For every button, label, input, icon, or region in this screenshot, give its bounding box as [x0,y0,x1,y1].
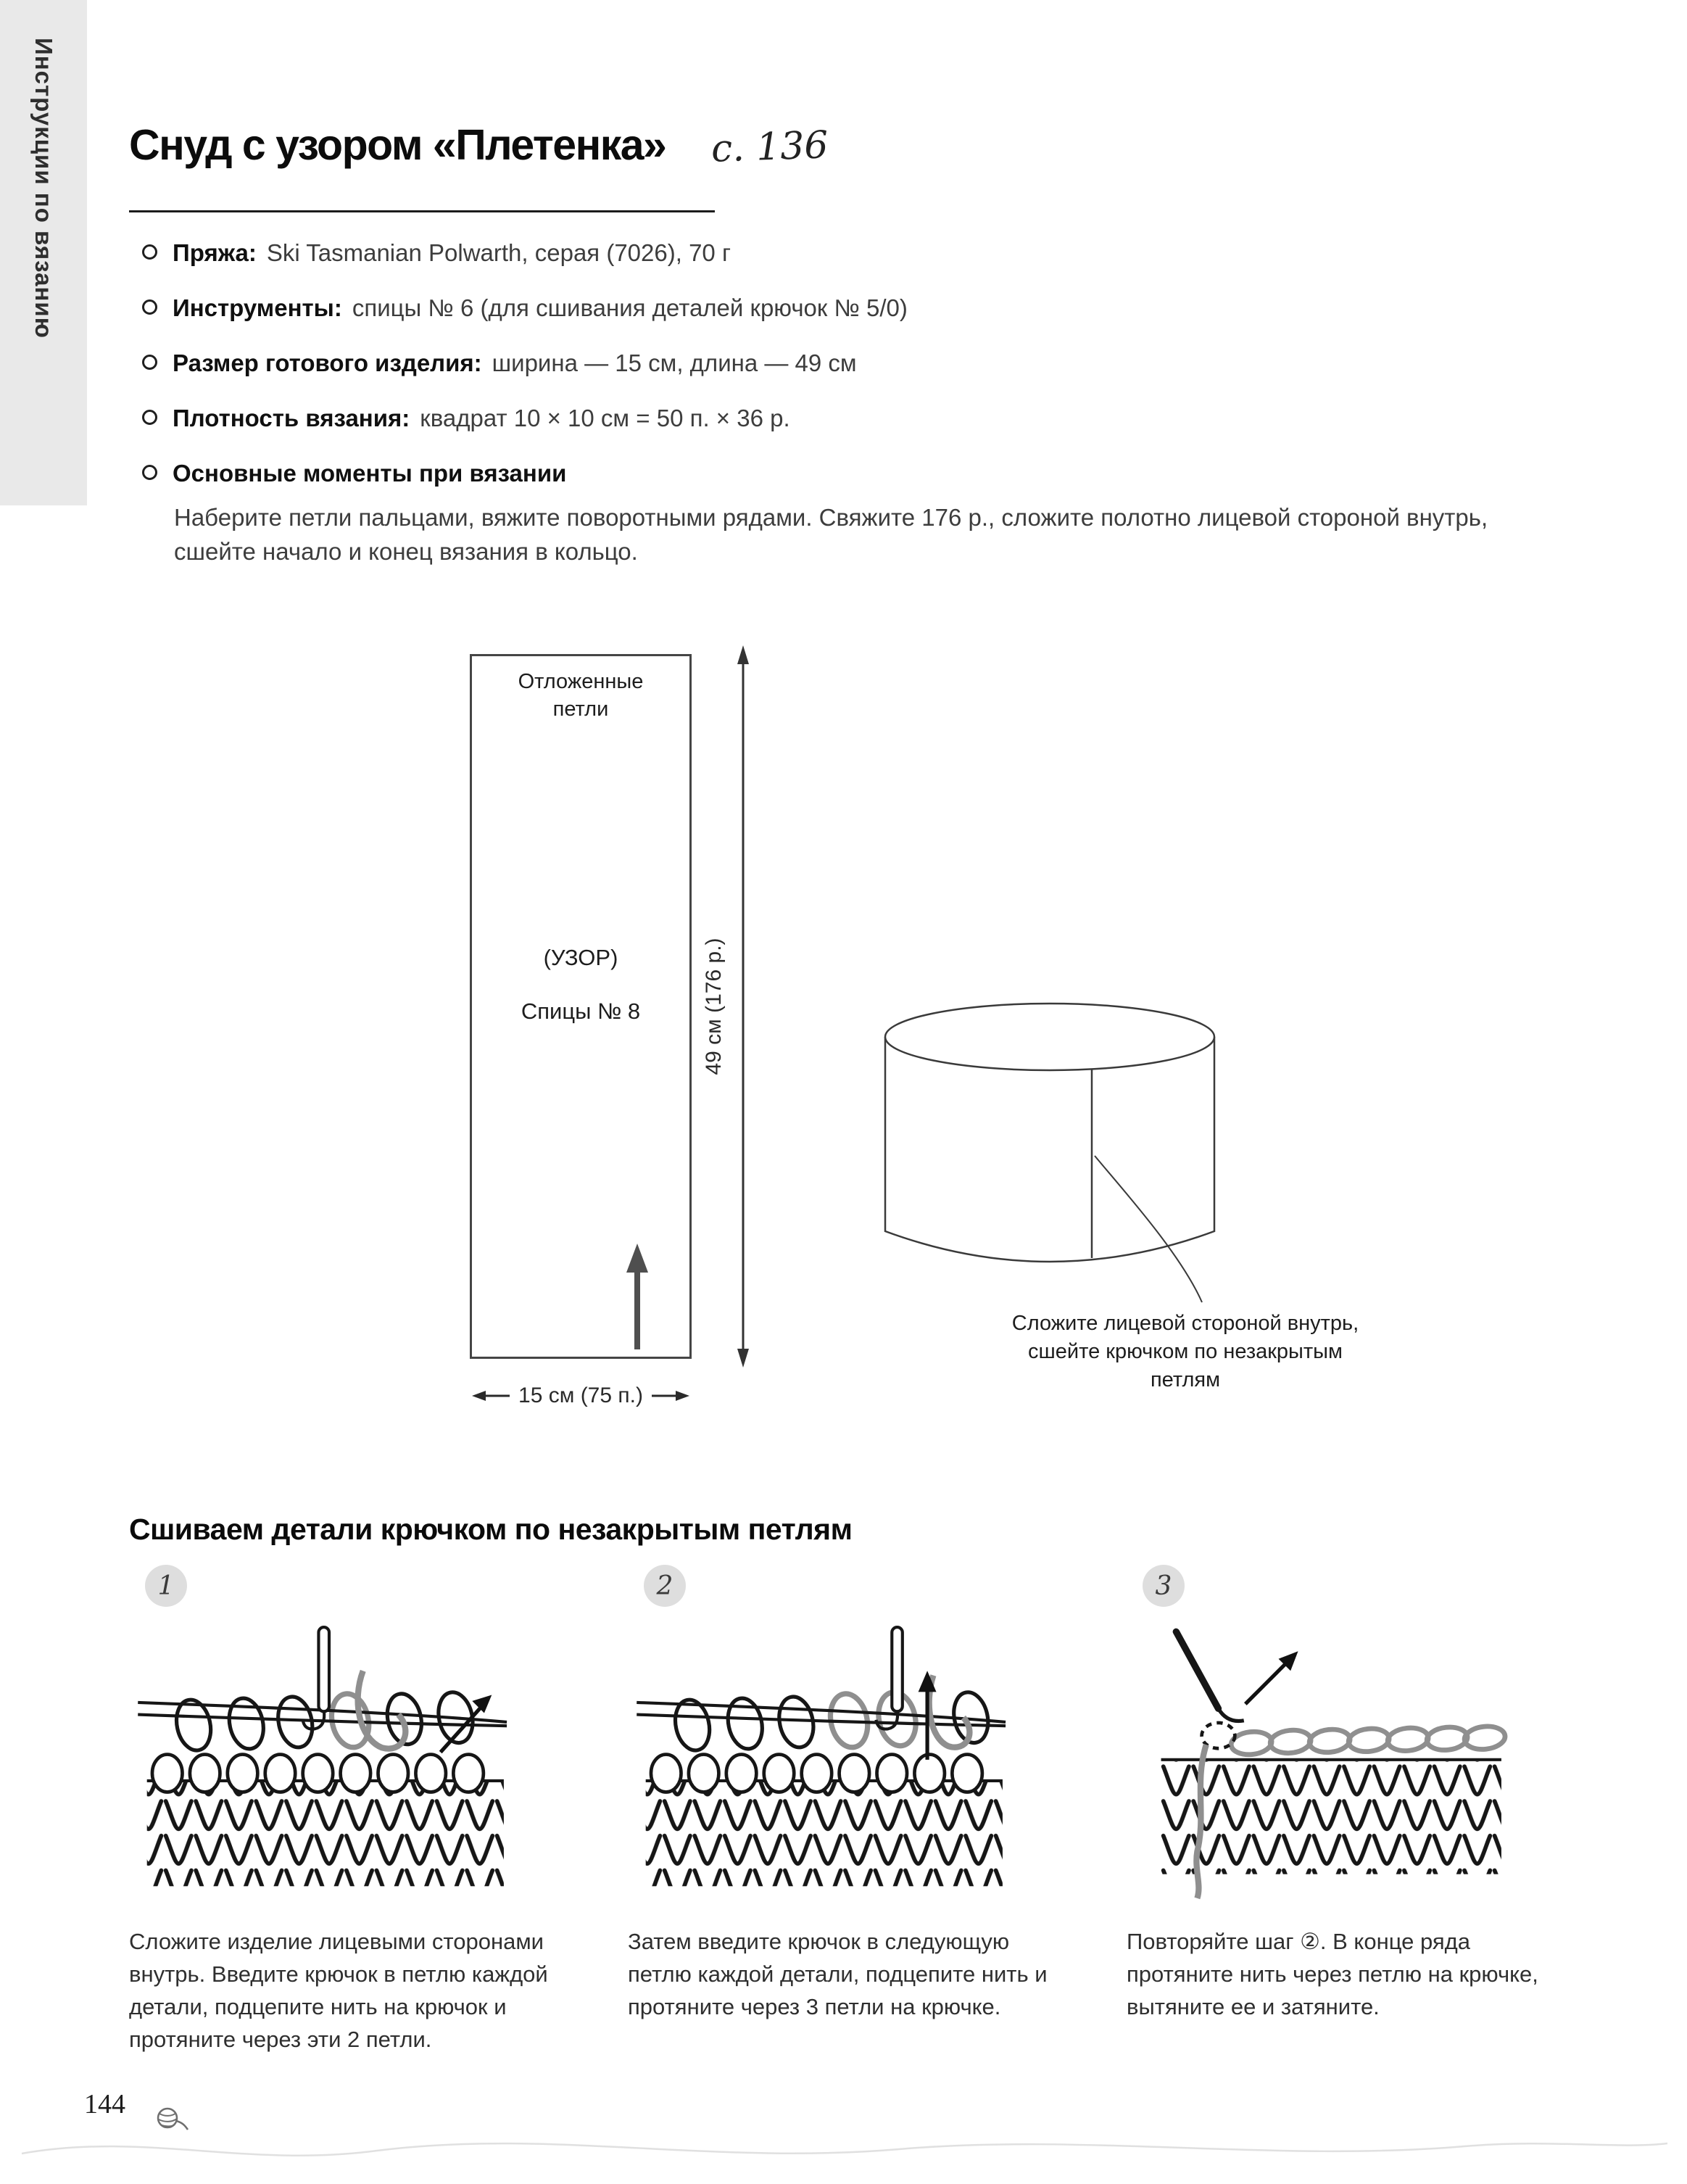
spec-row-size [142,345,1578,381]
crochet-hook [1176,1631,1218,1708]
crochet-hook [318,1627,329,1711]
cylinder-caption: Сложите лицевой стороной внутрь, сшейте крючком по незакрытым петлям [1011,1312,1359,1391]
step-2-caption: Затем введите крючок в следующую петлю каждой детали, подцепите нить и протяните через 3 петли на крючке. [628,1928,1048,2019]
crochet-hook [892,1627,903,1711]
page-number: 144 [84,2089,125,2119]
bullet-circle-icon [142,410,157,425]
bullet-circle-icon [142,465,157,480]
key-points-text: Наберите петли пальцами, вяжите поворотными рядами. Свяжите 176 р., сложите полотно лицевой стороной внутрь, сшейте начало и конец вязания в кольцо. [174,504,1488,565]
spec-label: Размер готового изделия: [173,349,482,376]
step-3-caption: Повторяйте шаг ②. В конце ряда протяните нить через петлю на крючке, вытяните ее и затяните. [1127,1928,1538,2019]
step-1-illustration [133,1626,525,1912]
sidebar-section-label: Инструкции по вязанию [30,38,57,339]
spec-row-tools [142,290,1578,326]
step-3-illustration [1131,1626,1522,1912]
knitted-fabric [147,1782,504,1886]
decorative-squiggle [0,2123,1687,2174]
spec-label: Инструменты: [173,294,342,321]
arrow-right-icon [650,1388,691,1404]
step-2 [628,1565,1092,2023]
knitting-needle [637,1703,1006,1726]
step-number-badge: 1 [145,1565,187,1607]
bullet-circle-icon [142,355,157,370]
pattern-schematic [470,654,692,1359]
knitted-fabric [1161,1761,1501,1874]
width-dimension [461,1383,700,1408]
held-stitches-label: Отложенные петли [518,670,644,721]
spec-label: Основные моменты при вязании [173,460,567,487]
width-dimension-label: 15 см (75 п.) [518,1383,643,1407]
step-1-caption: Сложите изделие лицевыми сторонами внутрь. Введите крючок в петлю каждой детали, подцепите нить на крючок и протяните через эти 2 петли. [129,1928,548,2052]
spec-label: Плотность вязания: [173,405,410,431]
height-dimension-label: 49 см (176 р.) [702,938,726,1075]
spec-row-keypoints [142,455,1578,491]
step-1 [129,1565,593,2056]
spec-label: Пряжа: [173,239,257,266]
title-row [129,120,828,170]
spec-row-yarn [142,235,1578,270]
pattern-label: (УЗОР) [543,945,618,970]
title-underline [129,210,715,212]
step-number-badge: 3 [1143,1565,1185,1607]
step-number-badge: 2 [644,1565,686,1607]
bullet-circle-icon [142,244,157,260]
cast-off-loop-row [651,1755,982,1792]
arrow-left-icon [471,1388,511,1404]
motion-arrow [441,1707,481,1752]
cylinder-top [885,1004,1214,1070]
gray-seam-chain [1230,1724,1506,1756]
knitted-fabric [646,1782,1003,1886]
needles-label: Спицы № 8 [521,998,641,1024]
spec-value: квадрат 10 × 10 см = 50 п. × 36 р. [420,405,790,431]
spec-value: ширина — 15 см, длина — 49 см [492,349,857,376]
page-reference: с. 136 [710,123,829,171]
gray-yarn-loops [826,1689,921,1751]
bullet-circle-icon [142,299,157,315]
step-3 [1127,1565,1591,2023]
spec-value: Ski Tasmanian Polwarth, серая (7026), 70 г [266,239,731,266]
spec-row-gauge [142,400,1578,436]
crochet-hook-tip [1218,1708,1243,1721]
finished-cowl-diagram [876,999,1224,1304]
height-dimension-line [725,644,761,1369]
cast-off-loop-row [152,1755,484,1792]
steps-section-heading: Сшиваем детали крючком по незакрытым петлям [129,1513,853,1546]
spec-value: спицы № 6 (для сшивания деталей крючок № 5/0) [352,294,908,321]
spec-list [142,235,1578,510]
page-title: Снуд с узором «Плетенка» [129,121,666,169]
motion-arrow [1245,1662,1288,1704]
knit-direction-arrow-icon [621,1238,653,1352]
step-2-illustration [632,1626,1024,1912]
